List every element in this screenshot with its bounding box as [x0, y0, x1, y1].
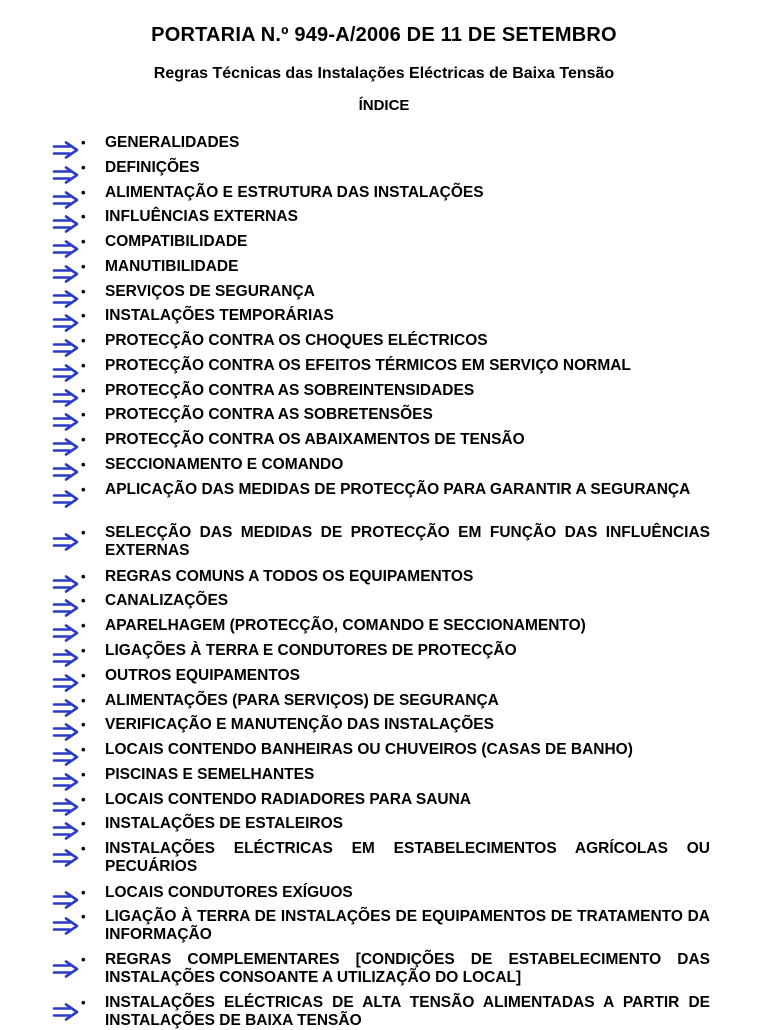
bullet-icon: • [81, 284, 86, 299]
bullet-icon: • [81, 135, 86, 150]
toc-item-label: DEFINIÇÕES [105, 159, 200, 176]
toc-item-label: INSTALAÇÕES TEMPORÁRIAS [105, 307, 334, 324]
toc-item-label: INSTALAÇÕES ELÉCTRICAS EM ESTABELECIMENTOS AGRÍCOLAS OU PECUÁRIOS [105, 840, 710, 875]
right-arrow-icon [52, 723, 80, 741]
bullet-icon: • [81, 407, 86, 422]
right-arrow-icon [52, 191, 80, 209]
right-arrow-icon [52, 960, 80, 978]
right-arrow-icon [52, 290, 80, 308]
toc-item-label: PROTECÇÃO CONTRA OS EFEITOS TÉRMICOS EM SERVIÇO NORMAL [105, 357, 631, 374]
right-arrow-icon [52, 649, 80, 667]
right-arrow-icon [52, 699, 80, 717]
toc-item-label: LIGAÇÃO À TERRA DE INSTALAÇÕES DE EQUIPAMENTOS DE TRATAMENTO DA INFORMAÇÃO [105, 908, 710, 943]
toc-item-label: VERIFICAÇÃO E MANUTENÇÃO DAS INSTALAÇÕES [105, 716, 494, 733]
bullet-icon: • [81, 995, 86, 1010]
bullet-icon: • [81, 358, 86, 373]
bullet-icon: • [81, 767, 86, 782]
toc-item-label: PROTECÇÃO CONTRA OS CHOQUES ELÉCTRICOS [105, 332, 488, 349]
toc-item-label: PROTECÇÃO CONTRA AS SOBREINTENSIDADES [105, 382, 475, 399]
toc-item-label: ALIMENTAÇÃO E ESTRUTURA DAS INSTALAÇÕES [105, 184, 484, 201]
bullet-icon: • [81, 308, 86, 323]
bullet-icon: • [81, 525, 86, 540]
toc-item-label: GENERALIDADES [105, 134, 240, 151]
toc-item-label: LOCAIS CONTENDO RADIADORES PARA SAUNA [105, 791, 471, 808]
bullet-icon: • [81, 185, 86, 200]
index-heading: ÍNDICE [358, 97, 410, 114]
right-arrow-icon [52, 798, 80, 816]
right-arrow-icon [52, 463, 80, 481]
bullet-icon: • [81, 457, 86, 472]
toc-item-label: PISCINAS E SEMELHANTES [105, 766, 315, 783]
right-arrow-icon [52, 773, 80, 791]
toc-item-label: COMPATIBILIDADE [105, 233, 248, 250]
bullet-icon: • [81, 885, 86, 900]
bullet-icon: • [81, 383, 86, 398]
right-arrow-icon [52, 490, 80, 508]
document-title: PORTARIA N.º 949-A/2006 DE 11 DE SETEMBRO [151, 24, 617, 46]
bullet-icon: • [81, 792, 86, 807]
bullet-icon: • [81, 909, 86, 924]
toc-item-label: CANALIZAÇÕES [105, 592, 229, 609]
right-arrow-icon [52, 364, 80, 382]
right-arrow-icon [52, 891, 80, 909]
document-subtitle: Regras Técnicas das Instalações Eléctricas de Baixa Tensão [153, 65, 615, 82]
right-arrow-icon [52, 748, 80, 766]
bullet-icon: • [81, 643, 86, 658]
bullet-icon: • [81, 742, 86, 757]
toc-item-label: LOCAIS CONDUTORES EXÍGUOS [105, 884, 353, 901]
bullet-icon: • [81, 593, 86, 608]
toc-item-label: REGRAS COMPLEMENTARES [CONDIÇÕES DE ESTABELECIMENTO DAS INSTALAÇÕES CONSOANTE A UTILIZAÇÃO DO LOCAL] [105, 951, 710, 986]
right-arrow-icon [52, 265, 80, 283]
toc-item-label: SELECÇÃO DAS MEDIDAS DE PROTECÇÃO EM FUNÇÃO DAS INFLUÊNCIAS EXTERNAS [105, 524, 710, 559]
right-arrow-icon [52, 849, 80, 867]
toc-item-label: INFLUÊNCIAS EXTERNAS [105, 208, 298, 225]
bullet-icon: • [81, 209, 86, 224]
right-arrow-icon [52, 575, 80, 593]
right-arrow-icon [52, 822, 80, 840]
bullet-icon: • [81, 432, 86, 447]
toc-item-label: PROTECÇÃO CONTRA OS ABAIXAMENTOS DE TENSÃO [105, 431, 525, 448]
right-arrow-icon [52, 240, 80, 258]
bullet-icon: • [81, 668, 86, 683]
bullet-icon: • [81, 482, 86, 497]
right-arrow-icon [52, 314, 80, 332]
toc-item-label: INSTALAÇÕES ELÉCTRICAS DE ALTA TENSÃO ALIMENTADAS A PARTIR DE INSTALAÇÕES DE BAIXA TENSÃO [105, 994, 710, 1029]
right-arrow-icon [52, 215, 80, 233]
toc-item-label: LOCAIS CONTENDO BANHEIRAS OU CHUVEIROS (CASAS DE BANHO) [105, 741, 633, 758]
right-arrow-icon [52, 166, 80, 184]
right-arrow-icon [52, 917, 80, 935]
toc-item-label: ALIMENTAÇÕES (PARA SERVIÇOS) DE SEGURANÇA [105, 692, 499, 709]
toc-item-label: SECCIONAMENTO E COMANDO [105, 456, 344, 473]
bullet-icon: • [81, 952, 86, 967]
bullet-icon: • [81, 333, 86, 348]
toc-item-label: REGRAS COMUNS A TODOS OS EQUIPAMENTOS [105, 568, 474, 585]
right-arrow-icon [52, 674, 80, 692]
bullet-icon: • [81, 717, 86, 732]
right-arrow-icon [52, 438, 80, 456]
bullet-icon: • [81, 569, 86, 584]
right-arrow-icon [52, 599, 80, 617]
bullet-icon: • [81, 234, 86, 249]
bullet-icon: • [81, 816, 86, 831]
right-arrow-icon [52, 141, 80, 159]
toc-item-label: MANUTIBILIDADE [105, 258, 239, 275]
right-arrow-icon [52, 533, 80, 551]
toc-item-label: PROTECÇÃO CONTRA AS SOBRETENSÕES [105, 406, 433, 423]
bullet-icon: • [81, 841, 86, 856]
toc-item-label: LIGAÇÕES À TERRA E CONDUTORES DE PROTECÇÃO [105, 642, 517, 659]
toc-item-label: APLICAÇÃO DAS MEDIDAS DE PROTECÇÃO PARA GARANTIR A SEGURANÇA [105, 481, 691, 498]
right-arrow-icon [52, 1003, 80, 1021]
bullet-icon: • [81, 259, 86, 274]
right-arrow-icon [52, 413, 80, 431]
toc-item-label: SERVIÇOS DE SEGURANÇA [105, 283, 315, 300]
right-arrow-icon [52, 624, 80, 642]
right-arrow-icon [52, 339, 80, 357]
right-arrow-icon [52, 389, 80, 407]
bullet-icon: • [81, 160, 86, 175]
toc-item-label: OUTROS EQUIPAMENTOS [105, 667, 300, 684]
bullet-icon: • [81, 693, 86, 708]
bullet-icon: • [81, 618, 86, 633]
toc-item-label: APARELHAGEM (PROTECÇÃO, COMANDO E SECCIONAMENTO) [105, 617, 586, 634]
toc-item-label: INSTALAÇÕES DE ESTALEIROS [105, 815, 343, 832]
